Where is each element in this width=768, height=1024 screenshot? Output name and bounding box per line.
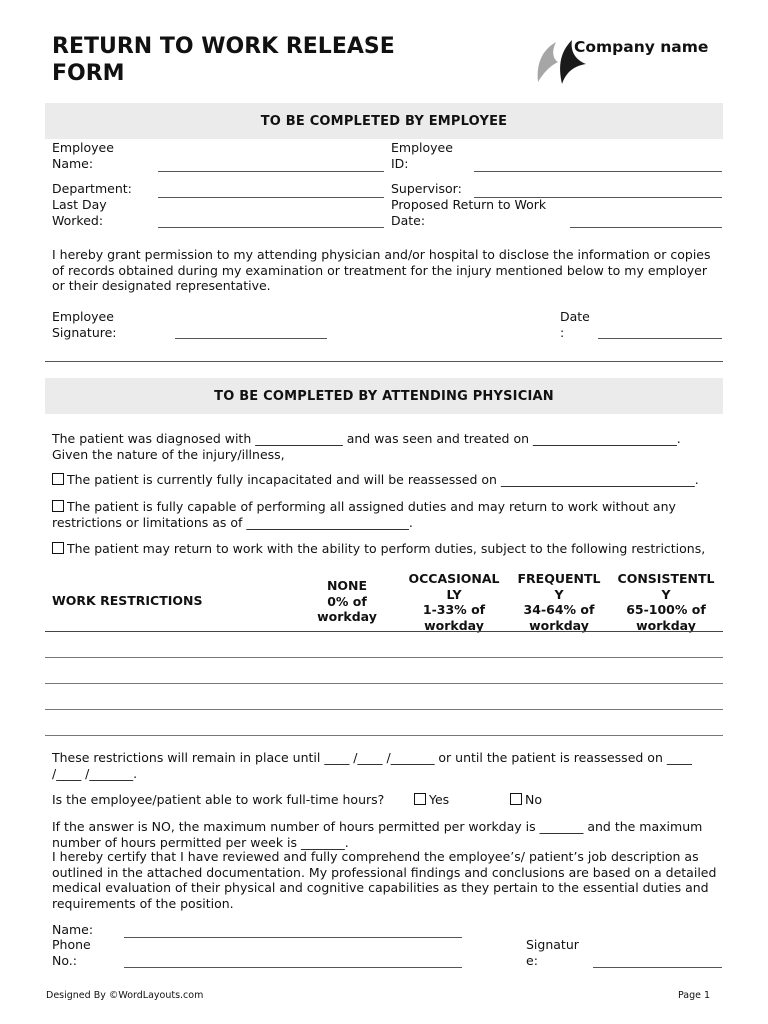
certification-paragraph: I hereby certify that I have reviewed and fully comprehend the employee’s/ patient’s job description as outlined in the attached documentation. My professional findings and conclusions are based on a detailed medical evaluation of their physical and cognitive capabilities as they pertain to the essential duties and requirements of the position. xyxy=(52,849,717,911)
column-occasionally: OCCASIONAL LY 1-33% of workday xyxy=(408,571,500,633)
restricted-text: The patient may return to work with the ability to perform duties, subject to the following restrictions, xyxy=(67,541,706,556)
max-hours-statement: If the answer is NO, the maximum number of hours permitted per workday is _______ and the maximum number of hours permitted per week is _______. xyxy=(52,819,703,850)
physician-section-title: TO BE COMPLETED BY ATTENDING PHYSICIAN xyxy=(214,389,554,404)
option-incapacitated xyxy=(52,472,699,488)
title-line-1: RETURN TO WORK RELEASE xyxy=(52,34,395,59)
yes-option xyxy=(414,792,449,808)
table-row[interactable] xyxy=(45,657,723,658)
physician-signature-label: Signatur e: xyxy=(526,937,579,968)
option-fully-capable xyxy=(52,499,676,530)
proposed-return-label: Proposed Return to Work Date: xyxy=(391,197,547,228)
physician-name-label: Name: xyxy=(52,922,94,937)
incapacitated-text: The patient is currently fully incapacitated and will be reassessed on _______________________________. xyxy=(67,472,699,487)
employee-id-field[interactable] xyxy=(474,171,722,172)
fully-capable-text-1: The patient is fully capable of performing all assigned duties and may return to work without any xyxy=(67,499,676,514)
fully-capable-checkbox-icon[interactable] xyxy=(52,500,64,512)
employee-name-label: Employee Name: xyxy=(52,140,114,171)
permission-paragraph: I hereby grant permission to my attending physician and/or hospital to disclose the information or copies of records obtained during my examination or treatment for the injury mentioned below to my employer or their designated representative. xyxy=(52,247,711,293)
restrictions-duration: These restrictions will remain in place until ____ /____ /_______ or until the patient is reassessed on ____ /____ /_______. xyxy=(52,750,692,781)
phone-field[interactable] xyxy=(124,967,462,968)
employee-id-label: Employee ID: xyxy=(391,140,453,171)
restricted-checkbox-icon[interactable] xyxy=(52,542,64,554)
footer-credit: Designed By ©WordLayouts.com xyxy=(46,990,204,1001)
no-option xyxy=(510,792,542,808)
section-divider xyxy=(45,361,723,362)
employee-signature-label: Employee Signature: xyxy=(52,309,117,340)
physician-signature-field[interactable] xyxy=(593,967,722,968)
work-restrictions-header: WORK RESTRICTIONS xyxy=(52,593,203,608)
proposed-return-field[interactable] xyxy=(570,227,722,228)
table-header-rule xyxy=(45,631,723,632)
fully-capable-text-2: restrictions or limitations as of __________________________. xyxy=(52,514,413,530)
table-row[interactable] xyxy=(45,735,723,736)
diagnosis-statement: The patient was diagnosed with ______________ and was seen and treated on _______________________. Given the nature of the injury/illness, xyxy=(52,431,681,462)
yes-label: Yes xyxy=(429,792,450,807)
employee-date-label: Date : xyxy=(560,309,590,340)
employee-section-header xyxy=(45,103,723,139)
fulltime-question: Is the employee/patient able to work full-time hours? xyxy=(52,792,385,807)
table-row[interactable] xyxy=(45,709,723,710)
physician-section-header xyxy=(45,378,723,414)
column-none: NONE 0% of workday xyxy=(317,578,377,624)
last-day-worked-label: Last Day Worked: xyxy=(52,197,107,228)
employee-signature-field[interactable] xyxy=(175,338,327,339)
yes-checkbox-icon[interactable] xyxy=(414,793,426,805)
column-frequently: FREQUENTL Y 34-64% of workday xyxy=(517,571,601,633)
last-day-worked-field[interactable] xyxy=(158,227,384,228)
employee-name-field[interactable] xyxy=(158,171,384,172)
department-field[interactable] xyxy=(158,197,384,198)
no-checkbox-icon[interactable] xyxy=(510,793,522,805)
physician-name-field[interactable] xyxy=(124,937,462,938)
form-title xyxy=(52,33,395,87)
table-row[interactable] xyxy=(45,683,723,684)
employee-section-title: TO BE COMPLETED BY EMPLOYEE xyxy=(260,114,508,129)
title-line-2: FORM xyxy=(52,61,125,86)
employee-date-field[interactable] xyxy=(598,338,722,339)
column-consistently: CONSISTENTL Y 65-100% of workday xyxy=(617,571,715,633)
phone-label: Phone No.: xyxy=(52,937,91,968)
company-name: Company name xyxy=(574,38,709,56)
option-restricted xyxy=(52,541,705,557)
no-label: No xyxy=(525,792,542,807)
page-number: Page 1 xyxy=(678,990,711,1001)
supervisor-label: Supervisor: xyxy=(391,181,462,196)
incapacitated-checkbox-icon[interactable] xyxy=(52,473,64,485)
department-label: Department: xyxy=(52,181,132,196)
